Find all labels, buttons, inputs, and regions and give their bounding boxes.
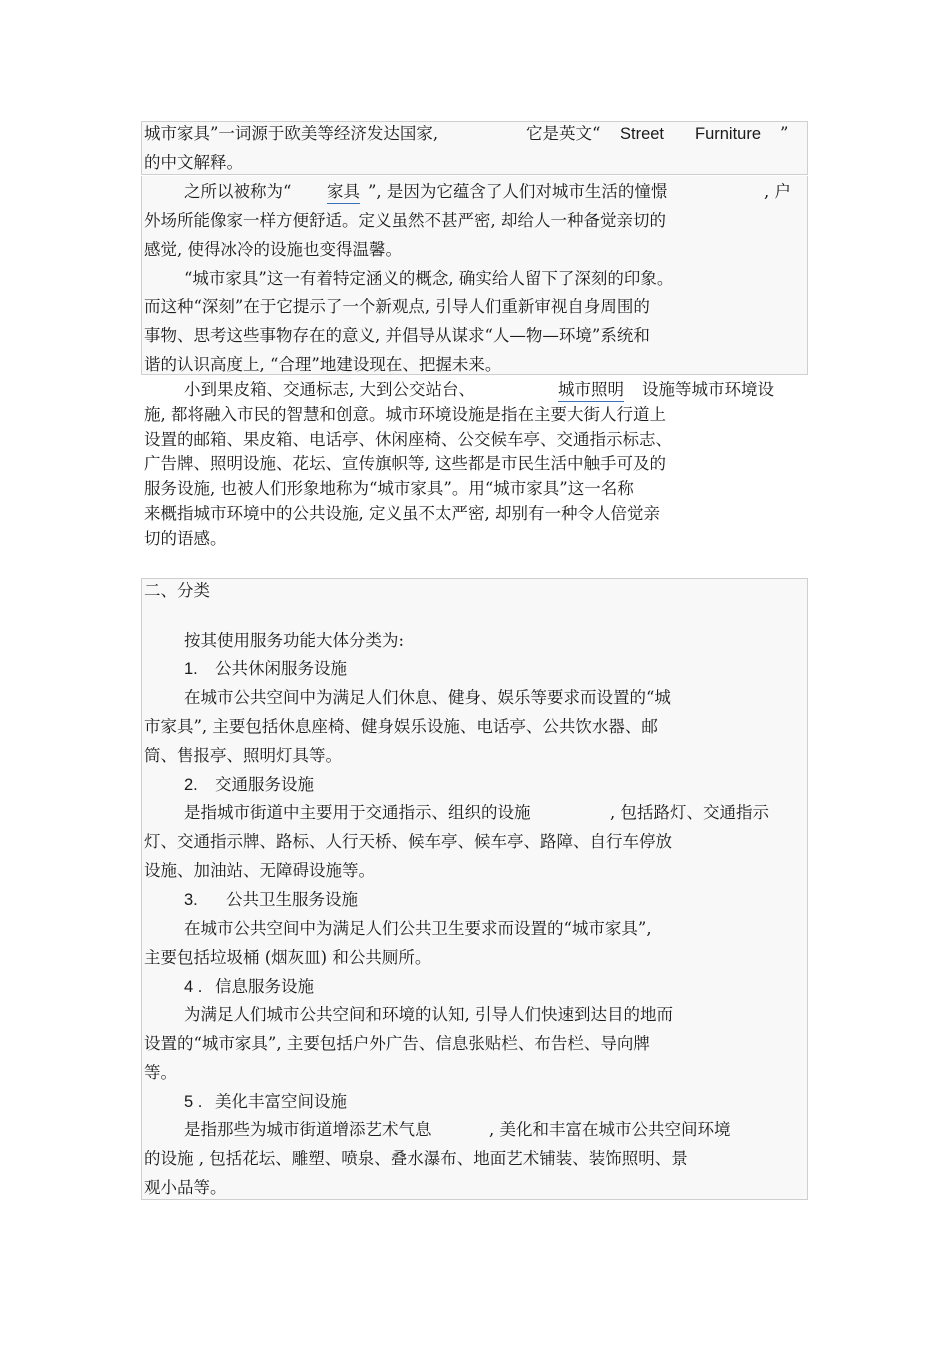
p3-line-6: 来概指城市环境中的公共设施, 定义虽不太严密, 却别有一种令人倍觉亲 [144, 504, 660, 523]
category-3-num: 3. [184, 891, 198, 909]
p1-line-1 [184, 181, 804, 203]
p3-line-7: 切的语感。 [144, 529, 227, 548]
p1-text-b: ”, 是因为它蕴含了人们对城市生活的憧憬 [368, 182, 668, 201]
category-1-line-2: 市家具”, 主要包括休息座椅、健身娱乐设施、电话亭、公共饮水器、邮 [144, 717, 658, 736]
p2-line-1: “城市家具”这一有着特定涵义的概念, 确实给人留下了深刻的印象。 [184, 269, 674, 288]
category-2-line-2: 灯、交通指示牌、路标、人行天桥、候车亭、候车亭、路障、自行车停放 [144, 832, 672, 851]
intro-line-2: 的中文解释。 [144, 153, 243, 172]
p2-line-3: 事物、思考这些事物存在的意义, 并倡导从谋求“人—物—环境”系统和 [144, 326, 650, 345]
category-1-line-3: 筒、售报亭、照明灯具等。 [144, 746, 342, 765]
category-2-num: 2. [184, 776, 198, 794]
p3-text-a: 小到果皮箱、交通标志, 大到公交站台、 [184, 380, 475, 399]
category-4-title [184, 976, 314, 998]
category-5-title [184, 1091, 347, 1113]
category-4-line-1: 为满足人们城市公共空间和环境的认知, 引导人们快速到达目的地而 [184, 1005, 673, 1024]
category-1-line-1: 在城市公共空间中为满足人们休息、健身、娱乐等要求而设置的“城 [184, 688, 671, 707]
p1-text-c: , 户 [764, 182, 791, 201]
p3-line-1 [184, 379, 804, 401]
category-5-text-b: , 美化和丰富在城市公共空间环境 [489, 1120, 731, 1139]
category-3-line-2: 主要包括垃圾桶 (烟灰皿) 和公共厕所。 [144, 948, 432, 967]
category-4-line-3: 等。 [144, 1063, 177, 1082]
category-4-label: 信息服务设施 [215, 977, 314, 996]
category-2-title [184, 774, 314, 796]
intro-text-a: 城市家具”一词源于欧美等经济发达国家, [144, 124, 439, 143]
p1-line-3: 感觉, 使得冰冷的设施也变得温馨。 [144, 240, 402, 259]
p3-line-4: 广告牌、照明设施、花坛、宣传旗帜等, 这些都是市民生活中触手可及的 [144, 454, 666, 473]
category-2-line-3: 设施、加油站、无障碍设施等。 [144, 861, 375, 880]
section-intro: 按其使用服务功能大体分类为: [184, 631, 405, 650]
category-3-title [184, 889, 358, 911]
category-1-label: 公共休闲服务设施 [215, 659, 347, 678]
furniture-link[interactable]: 家具 [327, 181, 360, 204]
category-2-label: 交通服务设施 [215, 775, 314, 794]
intro-street: Street [620, 125, 665, 143]
category-2-text-b: , 包括路灯、交通指示 [610, 803, 769, 822]
category-4-num: 4 . [184, 978, 203, 996]
intro-line-1 [144, 123, 804, 145]
category-5-line-2: 的设施 , 包括花坛、雕塑、喷泉、叠水瀑布、地面艺术铺装、装饰照明、景 [144, 1149, 688, 1168]
p1-text-a: 之所以被称为“ [184, 182, 292, 201]
p3-line-2: 施, 都将融入市民的智慧和创意。城市环境设施是指在主要大街人行道上 [144, 405, 666, 424]
category-2-text-a: 是指城市街道中主要用于交通指示、组织的设施 [184, 803, 531, 822]
category-5-num: 5 . [184, 1093, 203, 1111]
category-5-text-a: 是指那些为城市街道增添艺术气息 [184, 1120, 432, 1139]
p3-line-5: 服务设施, 也被人们形象地称为“城市家具”。用“城市家具”这一名称 [144, 479, 634, 498]
category-3-label: 公共卫生服务设施 [226, 890, 358, 909]
category-2-line-1 [184, 802, 804, 824]
category-4-line-2: 设置的“城市家具”, 主要包括户外广告、信息张贴栏、布告栏、导向牌 [144, 1034, 650, 1053]
p1-line-2: 外场所能像家一样方便舒适。定义虽然不甚严密, 却给人一种备觉亲切的 [144, 211, 666, 230]
category-5-line-1 [184, 1119, 804, 1141]
p3-text-b: 设施等城市环境设 [642, 380, 774, 399]
intro-text-e: ” [780, 124, 789, 143]
p2-line-2: 而这种“深刻”在于它提示了一个新观点, 引导人们重新审视自身周围的 [144, 297, 650, 316]
city-lighting-link[interactable]: 城市照明 [558, 379, 624, 402]
category-1-num: 1. [184, 660, 198, 678]
category-5-label: 美化丰富空间设施 [215, 1092, 347, 1111]
p3-line-3: 设置的邮箱、果皮箱、电话亭、休闲座椅、公交候车亭、交通指示标志、 [144, 430, 672, 449]
category-5-line-3: 观小品等。 [144, 1178, 227, 1197]
p2-line-4: 谐的认识高度上, “合理”地建设现在、把握未来。 [144, 355, 502, 374]
category-3-line-1: 在城市公共空间中为满足人们公共卫生要求而设置的“城市家具”, [184, 919, 652, 938]
intro-text-b: 它是英文“ [526, 124, 601, 143]
category-1-title [184, 658, 347, 680]
intro-furniture: Furniture [695, 125, 762, 143]
section-heading: 二、分类 [144, 581, 210, 600]
